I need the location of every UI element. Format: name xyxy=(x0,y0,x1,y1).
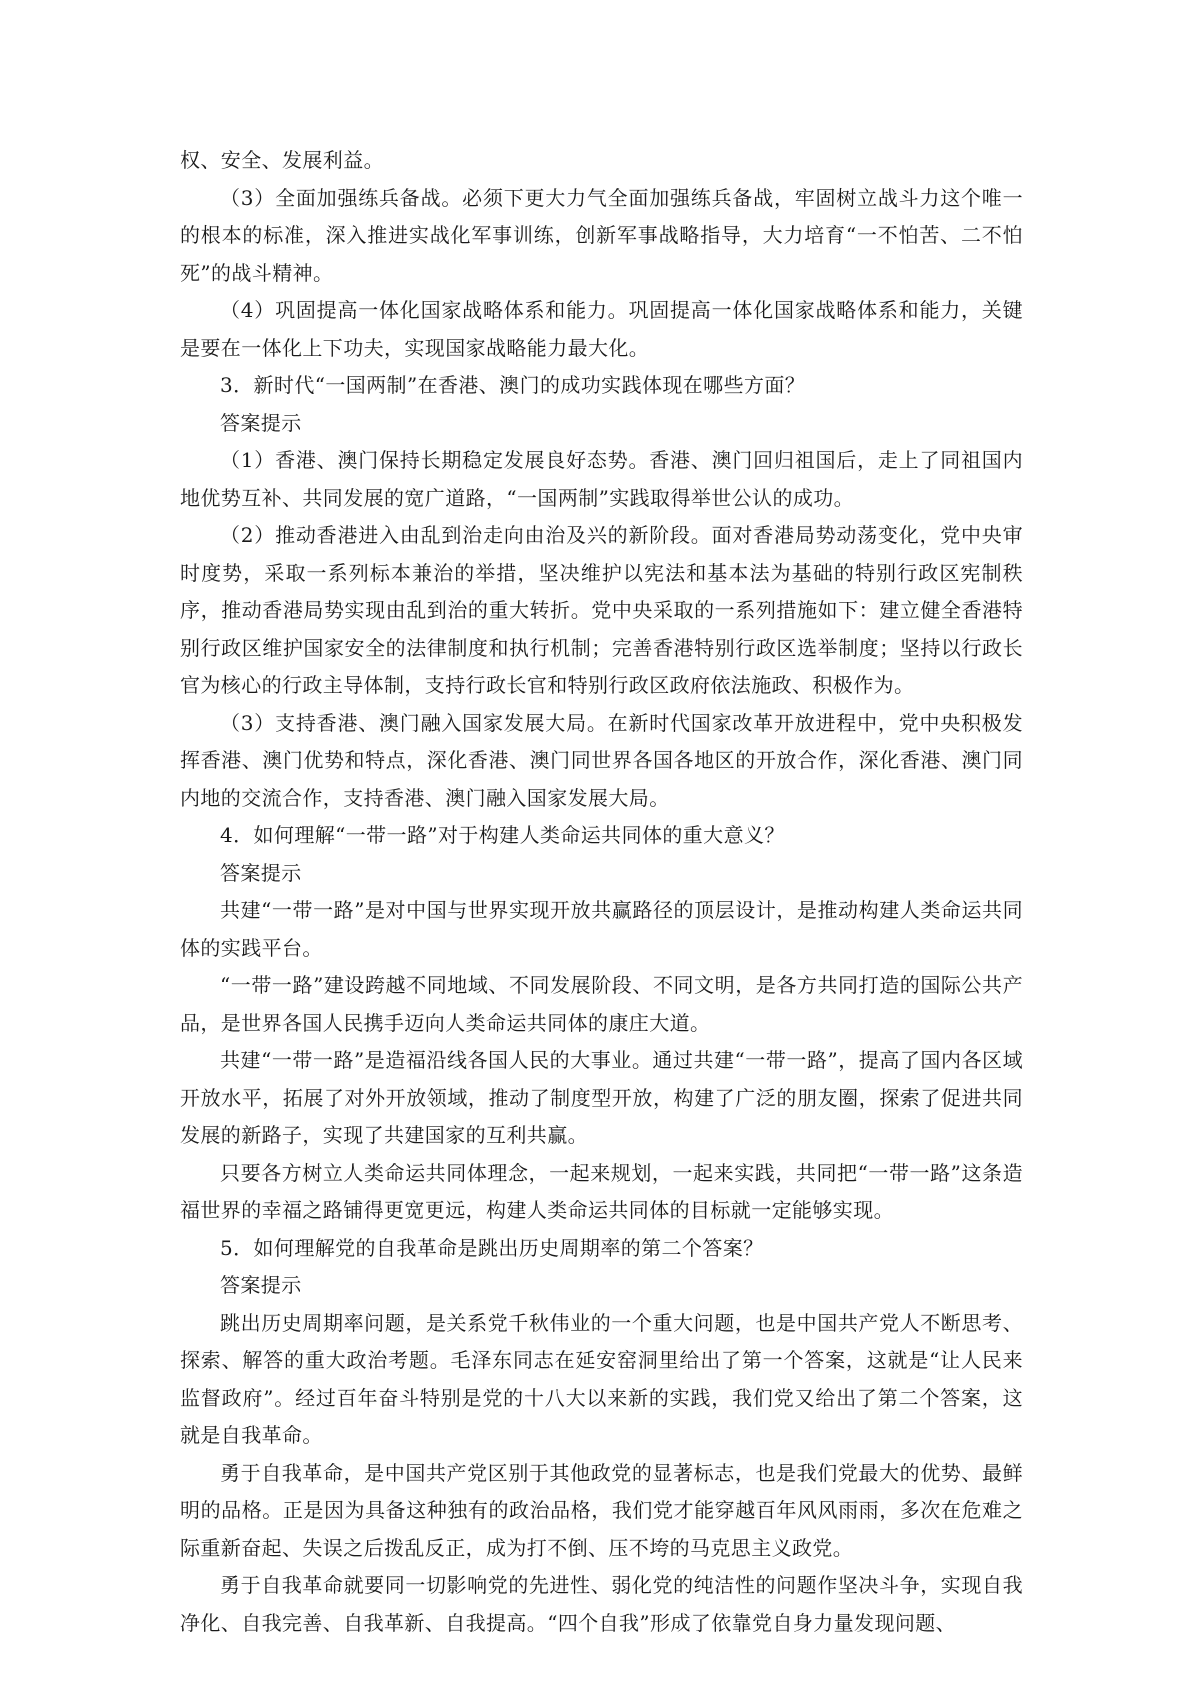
paragraph-body: 共建“一带一路”是造福沿线各国人民的大事业。通过共建“一带一路”，提高了国内各区域开放水平，拓展了对外开放领域，推动了制度型开放，构建了广泛的朋友圈，探索了促进共同发展的新路子，实现了共建国家的互利共赢。 xyxy=(180,1048,1023,1147)
question-heading: 3．新时代“一国两制”在香港、澳门的成功实践体现在哪些方面？ xyxy=(220,373,806,397)
paragraph-body: 共建“一带一路”是对中国与世界实现开放共赢路径的顶层设计，是推动构建人类命运共同体的实践平台。 xyxy=(180,898,1023,960)
paragraph-body: （3）全面加强练兵备战。必须下更大力气全面加强练兵备战，牢固树立战斗力这个唯一的根本的标准，深入推进实战化军事训练，创新军事战略指导，大力培育“一不怕苦、二不怕死”的战斗精神。 xyxy=(180,185,1023,285)
paragraph-body: （4）巩固提高一体化国家战略体系和能力。巩固提高一体化国家战略体系和能力，关键是要在一体化上下功夫，实现国家战略能力最大化。 xyxy=(180,298,1023,360)
answer-hint-label: 答案提示 xyxy=(220,860,302,885)
question-heading: 5．如何理解党的自我革命是跳出历史周期率的第二个答案？ xyxy=(220,1235,764,1260)
paragraph-body: （3）支持香港、澳门融入国家发展大局。在新时代国家改革开放进程中，党中央积极发挥香港、澳门优势和特点，深化香港、澳门同世界各国各地区的开放合作，深化香港、澳门同内地的交流合作，支持香港、澳门融入国家发展大局。 xyxy=(180,710,1023,810)
paragraph-body: 只要各方树立人类命运共同体理念，一起来规划，一起来实践，共同把“一带一路”这条造福世界的幸福之路铺得更宽更远，构建人类命运共同体的目标就一定能够实现。 xyxy=(180,1160,1023,1222)
paragraph-body: （2）推动香港进入由乱到治走向由治及兴的新阶段。面对香港局势动荡变化，党中央审时度势，采取一系列标本兼治的举措，坚决维护以宪法和基本法为基础的特别行政区宪制秩序，推动香港局势实现由乱到治的重大转折。党中央采取的一系列措施如下：建立健全香港特别行政区维护国家安全的法律制度和执行机制；完善香港特别行政区选举制度；坚持以行政长官为核心的行政主导体制，支持行政长官和特别行政区政府依法施政、积极作为。 xyxy=(180,523,1023,697)
answer-hint-label: 答案提示 xyxy=(220,410,302,435)
paragraph-continuation: 权、安全、发展利益。 xyxy=(180,148,384,172)
paragraph-body: 勇于自我革命，是中国共产党区别于其他政党的显著标志，也是我们党最大的优势、最鲜明的品格。正是因为具备这种独有的政治品格，我们党才能穿越百年风风雨雨，多次在危难之际重新奋起、失误之后拨乱反正，成为打不倒、压不垮的马克思主义政党。 xyxy=(180,1460,1023,1560)
answer-hint-label: 答案提示 xyxy=(220,1273,302,1297)
paragraph-body: 跳出历史周期率问题，是关系党千秋伟业的一个重大问题，也是中国共产党人不断思考、探索、解答的重大政治考题。毛泽东同志在延安窑洞里给出了第一个答案，这就是“让人民来监督政府”。经过百年奋斗特别是党的十八大以来新的实践，我们党又给出了第二个答案，这就是自我革命。 xyxy=(180,1310,1023,1447)
paragraph-body: （1）香港、澳门保持长期稳定发展良好态势。香港、澳门回归祖国后，走上了同祖国内地优势互补、共同发展的宽广道路，“一国两制”实践取得举世公认的成功。 xyxy=(180,448,1023,510)
document-page xyxy=(180,142,1023,1642)
paragraph-body: 勇于自我革命就要同一切影响党的先进性、弱化党的纯洁性的问题作坚决斗争，实现自我净化、自我完善、自我革新、自我提高。“四个自我”形成了依靠党自身力量发现问题、 xyxy=(180,1573,1023,1635)
question-heading: 4．如何理解“一带一路”对于构建人类命运共同体的重大意义？ xyxy=(220,823,785,847)
paragraph-body: “一带一路”建设跨越不同地域、不同发展阶段、不同文明，是各方共同打造的国际公共产品，是世界各国人民携手迈向人类命运共同体的康庄大道。 xyxy=(180,973,1023,1035)
